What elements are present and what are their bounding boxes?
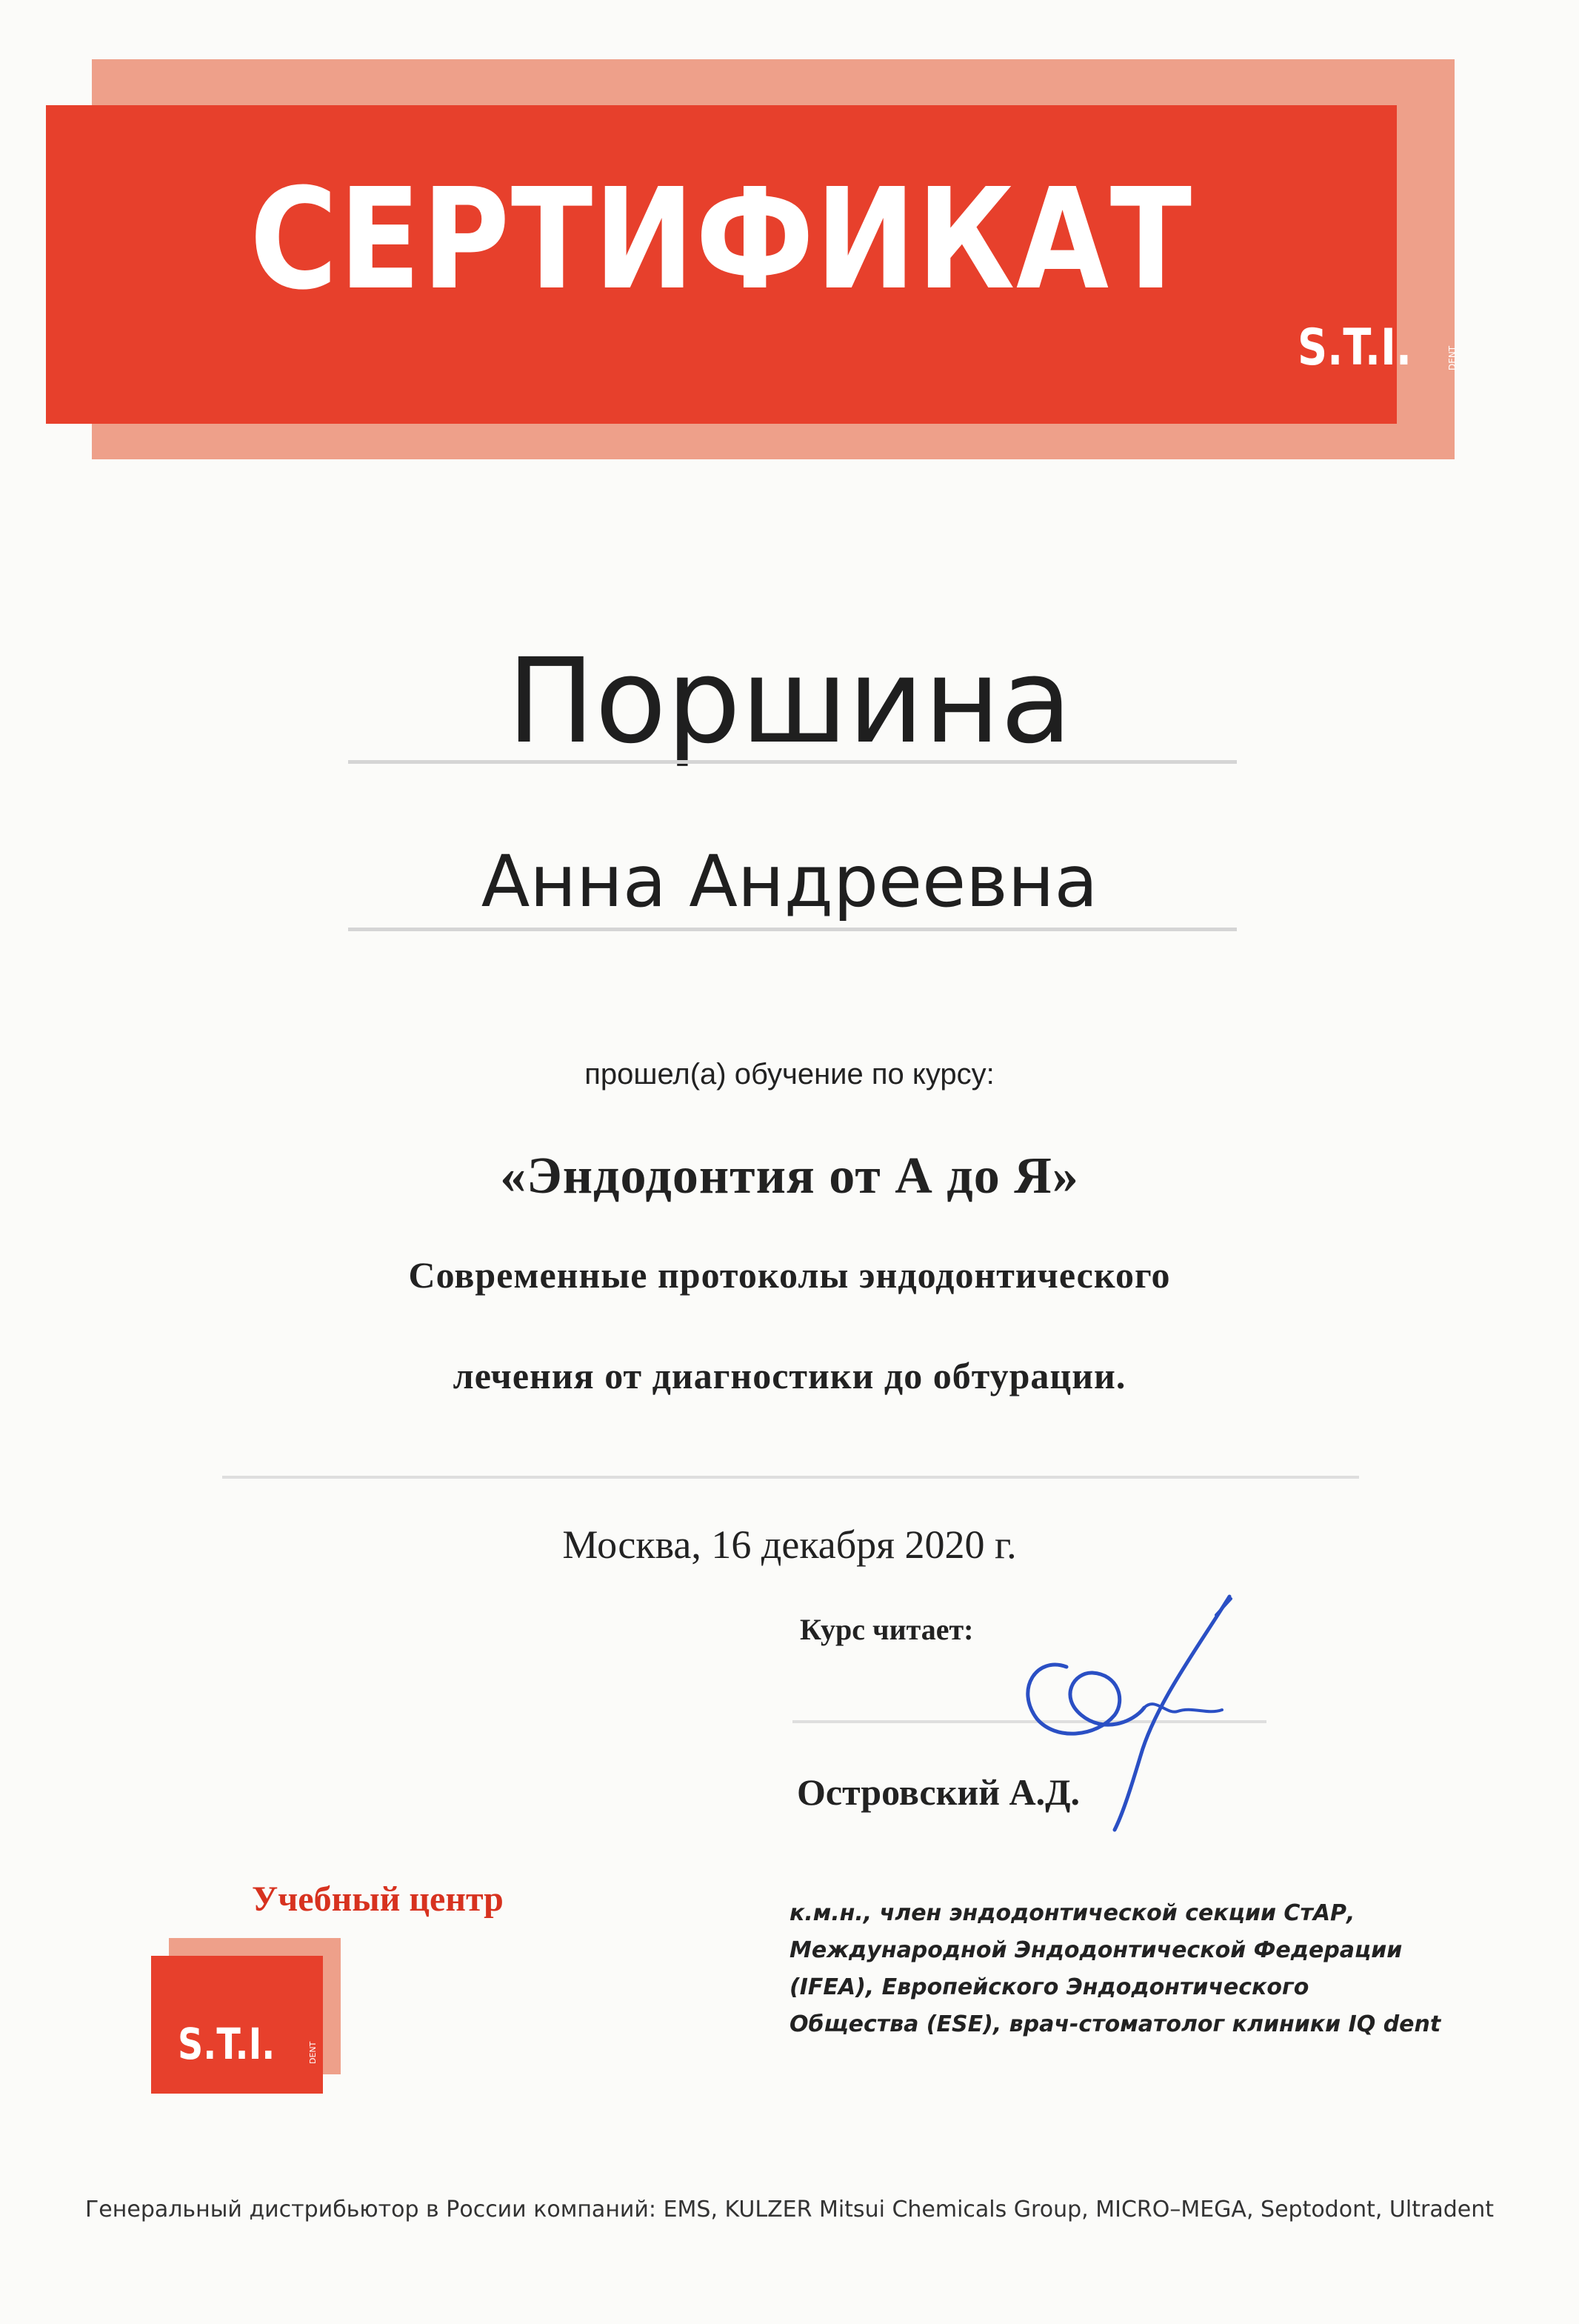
course-subtitle-line2: лечения от диагностики до обтурации.: [453, 1355, 1126, 1396]
training-center-logo-text: S.T.I.: [178, 2019, 276, 2069]
lecturer-name: Островский А.Д.: [797, 1771, 1081, 1813]
surname-underline: [348, 760, 1237, 764]
course-divider: [222, 1476, 1359, 1479]
credentials-line: (IFEA), Европейского Эндодонтического: [790, 1974, 1309, 2000]
sti-logo-text: S.T.I.: [1298, 319, 1412, 377]
sti-logo-subtext: DENT: [1447, 345, 1458, 370]
recipient-surname: Поршина: [507, 633, 1072, 770]
sti-logo: [1298, 319, 1458, 377]
course-title: «Эндодонтия от А до Я»: [500, 1148, 1079, 1205]
training-center-logo: [178, 2019, 318, 2069]
course-subtitle-line1: Современные протоколы эндодонтического: [408, 1254, 1171, 1296]
credentials-line: Общества (ESE), врач-стоматолог клиники IQ dent: [790, 2011, 1441, 2037]
recipient-first-names: Анна Андреевна: [481, 840, 1098, 923]
credentials-line: Международной Эндодонтической Федерации: [790, 1937, 1403, 1963]
training-center-logo-subtext: DENT: [308, 2041, 318, 2064]
first-names-underline: [348, 928, 1237, 931]
lecturer-label: Курс читает:: [800, 1613, 974, 1646]
distributor-footer: Генеральный дистрибьютор в России компаний: EMS, KULZER Mitsui Chemicals Group, MICRO–MEGA, Septodont, Ultradent: [85, 2197, 1494, 2223]
course-intro: прошел(а) обучение по курсу:: [584, 1058, 995, 1091]
place-and-date: Москва, 16 декабря 2020 г.: [562, 1522, 1017, 1567]
credentials-line: к.м.н., член эндодонтической секции СтАР,: [790, 1900, 1355, 1926]
lecturer-credentials: [790, 1895, 1456, 2043]
training-center-label: Учебный центр: [252, 1879, 504, 1919]
lecturer-signature: [955, 1585, 1266, 1852]
certificate-title: СЕРТИФИКАТ: [250, 159, 1193, 321]
